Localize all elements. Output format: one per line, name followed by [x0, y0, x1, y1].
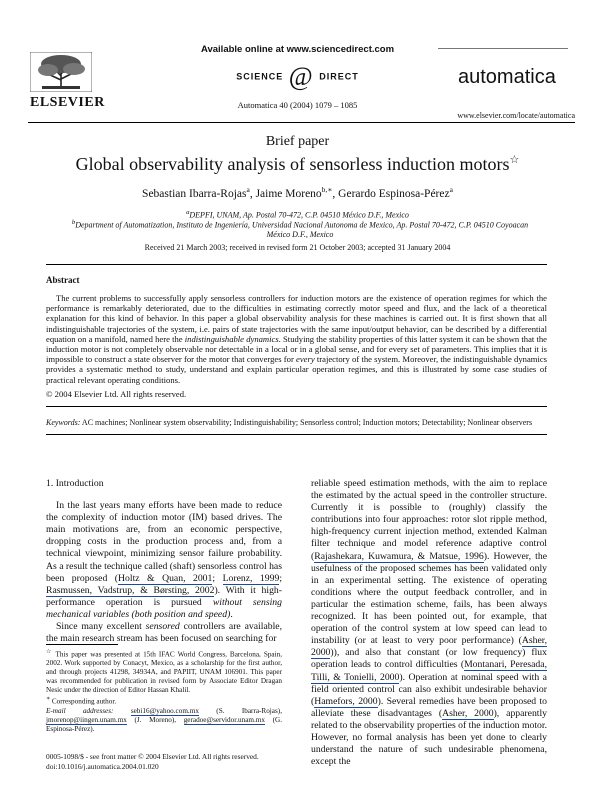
journal-logo: automatica [458, 66, 556, 88]
affiliation-a: $^a$DEPFI, UNAM, Ap. Postal 70-472, C.P. 04510 México D.F., Mexico [186, 209, 409, 220]
intro-paragraph-2: Since many excellent sensored controllers are available, the main research stream has been focused on searching for [46, 621, 282, 645]
keywords: Keywords: AC machines; Nonlinear system observability; Indistinguishability; Sensorless control; Induction motors; Detectability; Nonlinear observers [46, 418, 533, 427]
paper-title: Global observability analysis of sensorless induction motors☆ [75, 154, 520, 174]
right-column [311, 478, 547, 768]
title-footnote-mark: ☆ [509, 154, 520, 166]
right-paragraph: reliable speed estimation methods, with the aim to replace the estimated by the actual speed in the controller structure. Currently it is possible to (roughly) classify the contributions into four approaches: rotor slot ripple method, high-frequency current injection method, extended Kalman filter technique and model reference adaptive control (Rajashekara, Kuwamura, & Matsue, 1996). However, the usefulness of the proposed schemes has been validated only in an experimental setting. The existence of operating conditions where the output feedback controller, and in particular the estimation scheme, fails, has been always recognized. It has been pointed out, for example, that operation of the control system at low speed can lead to instability (or at least to very poor performance) (Asher, 2000)), and also that constant (or low frequency) flux operation leads to control difficulties (Montanari, Peresada, Tilli, & Tonielli, 2000). Operation at nominal speed with a field oriented control can also exhibit undesirable behavior (Hamefors, 2000). Several remedies have been proposed to alleviate these disadvantages (Asher, 2000), apparently related to the observability properties of the induction motor. However, no formal analysis has been yet done to clearly understand the nature of such undesirable phenomena, except the [311, 478, 548, 768]
keywords-rule [46, 434, 547, 435]
doi-line[interactable]: doi:10.1016/j.automatica.2004.01.020 [46, 762, 159, 771]
brand-divider [438, 48, 568, 49]
abstract-top-rule [46, 264, 547, 265]
citation-holtz[interactable]: Holtz & Quan, 2001 [118, 572, 213, 584]
citation-rajashekara[interactable]: Rajashekara, Kuwamura, & Matsue, 1996 [314, 550, 484, 562]
author-list: Sebastian Ibarra-Rojas$^a$, Jaime Moreno$^{b,∗}$, Gerardo Espinosa-Pérez$^a$ [142, 185, 453, 200]
section-heading: 1. Introduction [46, 478, 104, 489]
received-dates: Received 21 March 2003; received in revised form 21 October 2003; accepted 31 January 2004 [144, 243, 451, 252]
bottom-info [46, 752, 346, 772]
intro-paragraph-1: In the last years many efforts have been made to reduce the complexity of induction motor (IM) based drives. The main motivations are, from an economic perspective, dropping costs in the production process and, from a technical viewpoint, minimizing sensor failure probability. As a result the technique called (shaft) sensorless control has been proposed (Holtz & Quan, 2001; Lorenz, 1999; Rasmussen, Vadstrup, & Børsting, 2002). With it high-performance operation is pursued without sensing mechanical variables (both position and speed). [46, 500, 283, 620]
sd-at: @ [288, 62, 314, 91]
email-espinosa[interactable]: geradoe@servidor.unam.mx [183, 715, 265, 724]
email-ibarra[interactable]: sebi16@yahoo.com.mx [130, 706, 199, 715]
footnote-emails: E-mail addresses: sebi16@yahoo.com.mx (S. Ibarra-Rojas), jmorenop@iingen.unam.mx (J. Moreno), geradoe@servidor.unam.mx (G. Espinosa-Pérez). [46, 706, 282, 733]
citation-lorenz[interactable]: Lorenz, 1999 [222, 572, 280, 584]
sd-right: DIRECT [319, 71, 359, 82]
email-moreno[interactable]: jmorenop@iingen.unam.mx [46, 715, 127, 724]
footnotes [46, 648, 282, 734]
abstract-bottom-rule [46, 406, 547, 407]
abstract-text: The current problems to successfully apply sensorless controllers for induction motors are the existence of operation regimes for which the performance is remarkably deteriorated, due to the difficulties in estimating correctly motor speed and flux, and the lack of a theoretical explanation for this kind of behavior. In this paper a global observability analysis for these machines is carried out. It is first shown that all indistinguishable trajectories of the system, i.e. pairs of state trajectories with the same input/output behavior, can be described by a differential equation on a manifold, named here the indistinguishable dynamics. Studying the stability properties of this latter system it can be shown that the induction motor is not completely observable nor detectable in a local or in a global sense, and for every set of parameters. This implies that it is impossible to construct a state observer for the motor that converges for every trajectory of the system. Moreover, the indistinguishable dynamics provides a systematic method to study, understand and explain particular operation regimes, and this is illustrated by some case studies of practical relevant operating conditions. [46, 293, 547, 385]
journal-url[interactable]: www.elsevier.com/locate/automatica [457, 111, 575, 120]
journal-reference: Automatica 40 (2004) 1079 – 1085 [237, 100, 358, 110]
paper-type: Brief paper [265, 134, 330, 149]
publisher-name: ELSEVIER [30, 95, 105, 110]
available-online: Available online at www.sciencedirect.com [200, 44, 395, 55]
abstract-copyright: © 2004 Elsevier Ltd. All rights reserved. [46, 389, 187, 399]
citation-montanari[interactable]: Montanari, Peresada, Tilli, & Tonielli, 2000 [311, 659, 548, 683]
author-3: Gerardo Espinosa-Pérez$^a$ [338, 185, 453, 200]
left-column [46, 478, 282, 645]
footnote-star: ☆ This paper was presented at 15th IFAC World Congress, Barcelona, Spain, 2002. Work supported by Conacyt, Mexico, as a scholarship for the first author, and through projects 41298, 34934A, and PAPIIT, UNAM 106901. This paper was recommended for publication in revised form by Associate Editor Dragan Nesic under the direction of Editor Hassan Khalil. [46, 649, 283, 695]
abstract-heading: Abstract [46, 275, 80, 285]
citation-asher-1[interactable]: Asher, 2000 [311, 635, 547, 659]
citation-rasmussen[interactable]: Rasmussen, Vadstrup, & Børsting, 2002 [46, 584, 215, 596]
header-rule [28, 122, 575, 123]
issn-line: 0005-1098/$ - see front matter © 2004 Elsevier Ltd. All rights reserved. [46, 752, 259, 761]
citation-asher-2[interactable]: Asher, 2000 [442, 707, 494, 719]
author-1: Sebastian Ibarra-Rojas$^a$ [142, 185, 250, 200]
author-2: Jaime Moreno$^{b,∗}$ [255, 185, 333, 200]
footnote-rule [46, 644, 118, 645]
footnote-corresponding: ∗ Corresponding author. [46, 696, 117, 706]
sd-left: SCIENCE [236, 71, 284, 82]
affiliation-b: $^b$Department of Automatization, Instituto de Ingeniería, Universidad Nacional Autonoma de Mexico, Ap. Postal 70-472, C.P. 04510 Coyoacan México D.F., Mexico [71, 219, 529, 239]
citation-hamefors[interactable]: Hamefors, 2000 [314, 695, 378, 707]
